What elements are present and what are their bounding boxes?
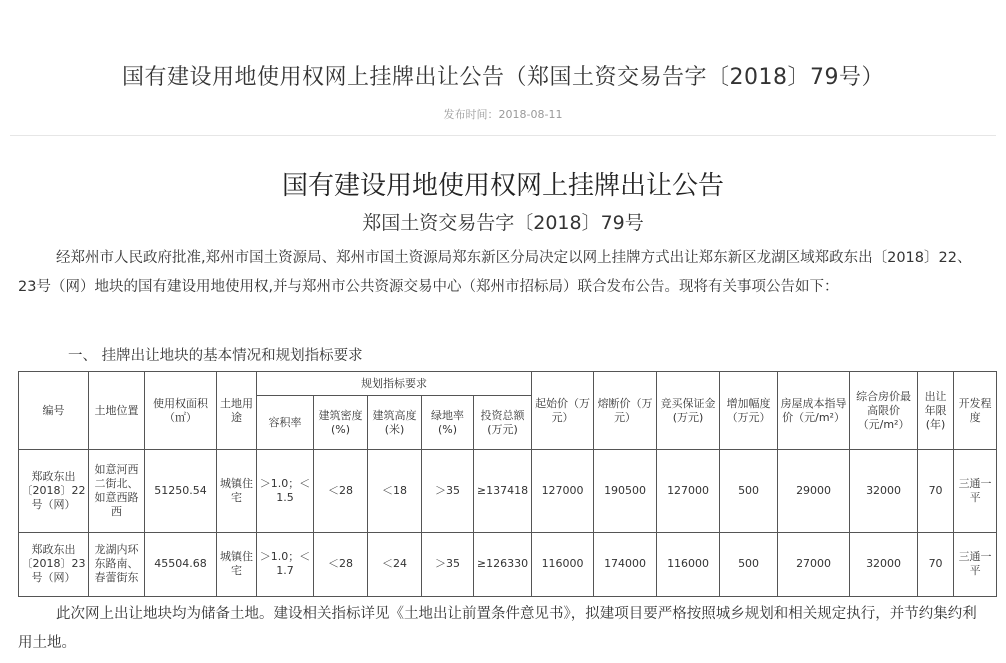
cell-cost-price: 29000 xyxy=(778,450,850,533)
header-deposit: 竞买保证金(万元) xyxy=(657,372,720,450)
cell-far: ＞1.0；＜1.7 xyxy=(257,532,314,596)
header-use: 土地用途 xyxy=(217,372,257,450)
header-green: 绿地率(%) xyxy=(422,396,474,450)
cell-deposit: 116000 xyxy=(657,532,720,596)
cell-cap-price: 190500 xyxy=(594,450,657,533)
cell-use: 城镇住宅 xyxy=(217,532,257,596)
cell-location: 如意河西二街北、如意西路西 xyxy=(89,450,145,533)
header-area: 使用权面积（㎡） xyxy=(145,372,217,450)
cell-area: 45504.68 xyxy=(145,532,217,596)
cell-height: ＜24 xyxy=(368,532,422,596)
cell-investment: ≥137418 xyxy=(474,450,532,533)
cell-cap-price: 174000 xyxy=(594,532,657,596)
land-parcel-table xyxy=(18,371,997,597)
cell-dev: 三通一平 xyxy=(954,532,997,596)
header-start-price: 起始价（万元） xyxy=(532,372,594,450)
cell-investment: ≥126330 xyxy=(474,532,532,596)
notice-number: 郑国土资交易告字〔2018〕79号 xyxy=(362,212,644,234)
cell-density: ＜28 xyxy=(314,532,368,596)
table-row xyxy=(19,532,997,596)
header-planning: 规划指标要求 xyxy=(257,372,532,396)
intro-paragraph: 经郑州市人民政府批准,郑州市国土资源局、郑州市国土资源局郑东新区分局决定以网上挂牌方式出让郑东新区龙湖区域郑政东出〔2018〕22、23号（网）地块的国有建设用地使用权,并与郑州市公共资源交易中心（郑州市招标局）联合发布公告。现将有关事项公告如下： xyxy=(18,250,972,295)
header-term: 出让年限(年) xyxy=(918,372,954,450)
header-cap-price: 熔断价（万元） xyxy=(594,372,657,450)
cell-max-price: 32000 xyxy=(850,532,918,596)
table-row xyxy=(19,450,997,533)
header-height: 建筑高度(米) xyxy=(368,396,422,450)
divider xyxy=(10,135,996,136)
cell-cost-price: 27000 xyxy=(778,532,850,596)
section-heading: 一、 挂牌出让地块的基本情况和规划指标要求 xyxy=(68,348,363,364)
page-title: 国有建设用地使用权网上挂牌出让公告（郑国土资交易告字〔2018〕79号） xyxy=(122,65,884,90)
header-dev: 开发程度 xyxy=(954,372,997,450)
header-id: 编号 xyxy=(19,372,89,450)
header-investment: 投资总额(万元) xyxy=(474,396,532,450)
header-location: 土地位置 xyxy=(89,372,145,450)
cell-far: ＞1.0；＜1.5 xyxy=(257,450,314,533)
cell-height: ＜18 xyxy=(368,450,422,533)
cell-area: 51250.54 xyxy=(145,450,217,533)
header-increment: 增加幅度（万元） xyxy=(720,372,778,450)
cell-green: ＞35 xyxy=(422,532,474,596)
cell-max-price: 32000 xyxy=(850,450,918,533)
cell-start-price: 116000 xyxy=(532,532,594,596)
header-max-price: 综合房价最高限价（元/m²） xyxy=(850,372,918,450)
cell-deposit: 127000 xyxy=(657,450,720,533)
cell-dev: 三通一平 xyxy=(954,450,997,533)
notice-title: 国有建设用地使用权网上挂牌出让公告 xyxy=(281,171,724,201)
header-cost-price: 房屋成本指导价（元/m²） xyxy=(778,372,850,450)
cell-increment: 500 xyxy=(720,532,778,596)
cell-term: 70 xyxy=(918,450,954,533)
cell-location: 龙湖内环东路南、春蕾街东 xyxy=(89,532,145,596)
cell-id: 郑政东出〔2018〕22号（网） xyxy=(19,450,89,533)
cell-term: 70 xyxy=(918,532,954,596)
cell-green: ＞35 xyxy=(422,450,474,533)
cell-increment: 500 xyxy=(720,450,778,533)
closing-paragraph: 此次网上出让地块均为储备土地。建设相关指标详见《土地出让前置条件意见书》，拟建项目要严格按照城乡规划和相关规定执行，并节约集约利用土地。 xyxy=(18,606,977,651)
cell-use: 城镇住宅 xyxy=(217,450,257,533)
cell-start-price: 127000 xyxy=(532,450,594,533)
cell-id: 郑政东出〔2018〕23号（网） xyxy=(19,532,89,596)
header-far: 容积率 xyxy=(257,396,314,450)
publish-date: 发布时间：2018-08-11 xyxy=(443,108,563,121)
header-density: 建筑密度(%) xyxy=(314,396,368,450)
cell-density: ＜28 xyxy=(314,450,368,533)
